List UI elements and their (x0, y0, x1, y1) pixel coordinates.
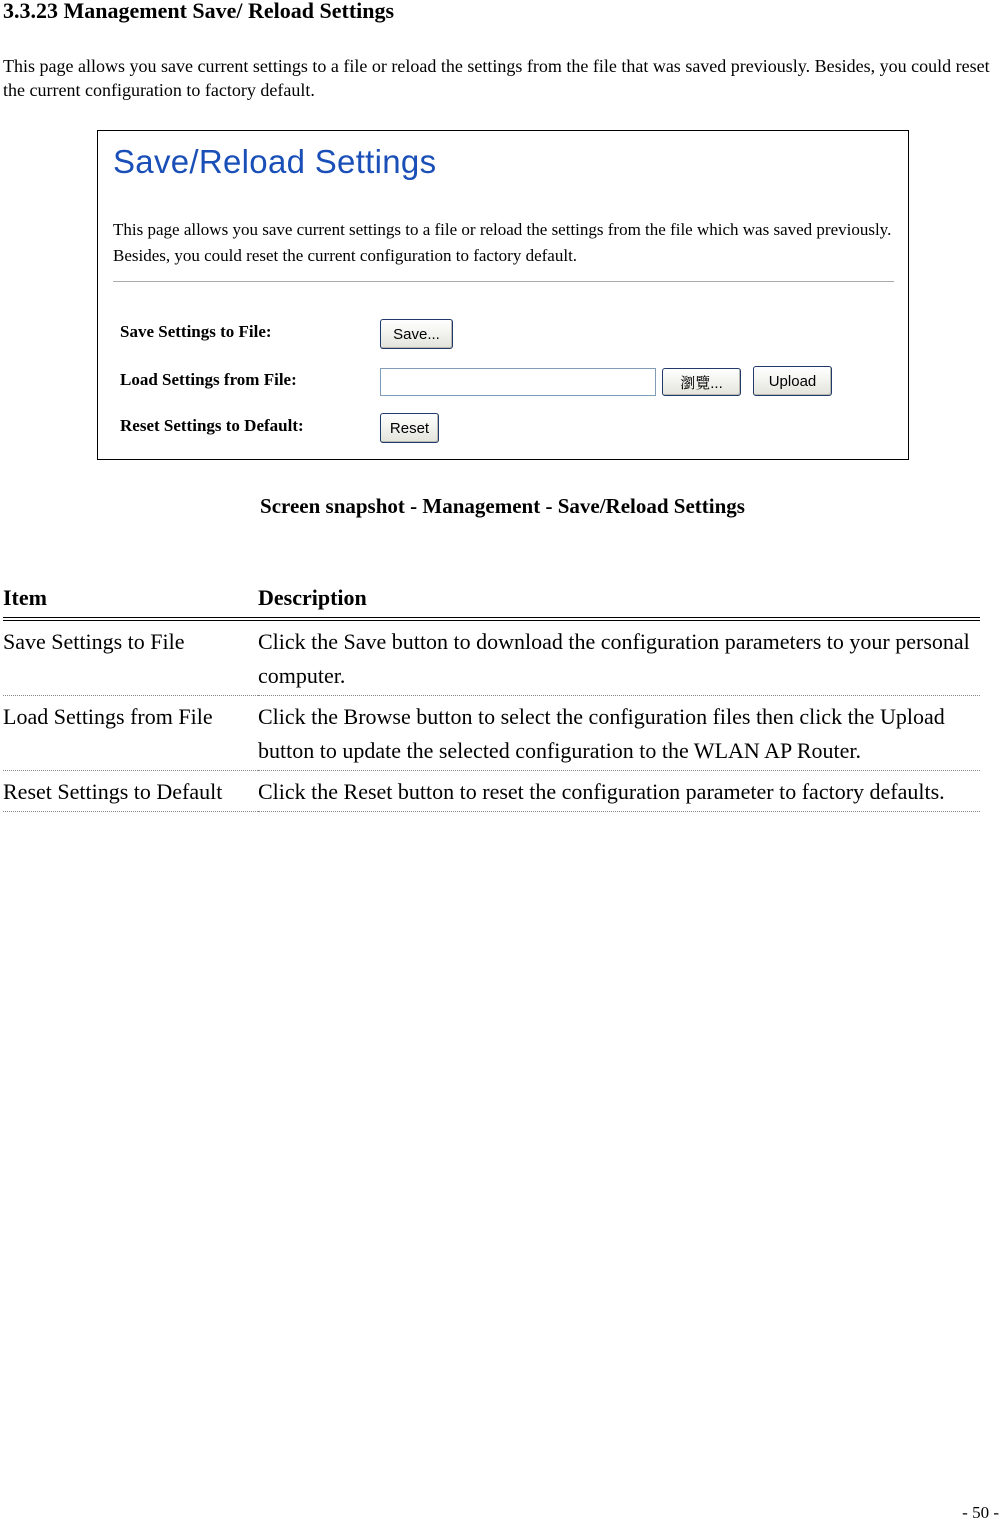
row-description: Click the Reset button to reset the configuration parameter to factory defaults. (258, 771, 980, 812)
screenshot-description: This page allows you save current settings to a file or reload the settings from the file which was saved previously. Besides, you could reset the current configuration to factory default. (113, 220, 892, 265)
row-item: Load Settings from File (3, 696, 258, 771)
row-description: Click the Browse button to select the configuration files then click the Upload button to update the selected configuration to the WLAN AP Router. (258, 696, 980, 771)
save-settings-label: Save Settings to File: (120, 322, 272, 341)
save-button[interactable]: Save... (380, 319, 453, 349)
browse-button[interactable]: 瀏覽... (662, 368, 741, 396)
reset-settings-label: Reset Settings to Default: (120, 416, 304, 435)
reset-button[interactable]: Reset (380, 413, 439, 443)
screenshot-title: Save/Reload Settings (113, 143, 437, 180)
file-path-input[interactable] (380, 368, 656, 396)
header-item: Item (3, 580, 258, 619)
table-row (3, 619, 980, 696)
row-description: Click the Save button to download the configuration parameters to your personal computer. (258, 619, 980, 696)
figure-caption: Screen snapshot - Management - Save/Reload Settings (260, 494, 745, 518)
screenshot-panel (97, 130, 909, 460)
row-item: Reset Settings to Default (3, 771, 258, 812)
intro-paragraph: This page allows you save current settings to a file or reload the settings from the file that was saved previously. Besides, you could reset the current configuration to factory default. (3, 56, 990, 100)
row-item: Save Settings to File (3, 619, 258, 696)
table-row (3, 696, 980, 771)
table-row (3, 771, 980, 812)
item-description-table (3, 580, 980, 812)
section-heading: 3.3.23 Management Save/ Reload Settings (3, 0, 395, 23)
table-header-row (3, 580, 980, 619)
divider (113, 281, 894, 282)
load-settings-label: Load Settings from File: (120, 370, 297, 389)
header-description: Description (258, 580, 980, 619)
page-number: - 50 - (962, 1503, 999, 1522)
upload-button[interactable]: Upload (753, 366, 832, 396)
